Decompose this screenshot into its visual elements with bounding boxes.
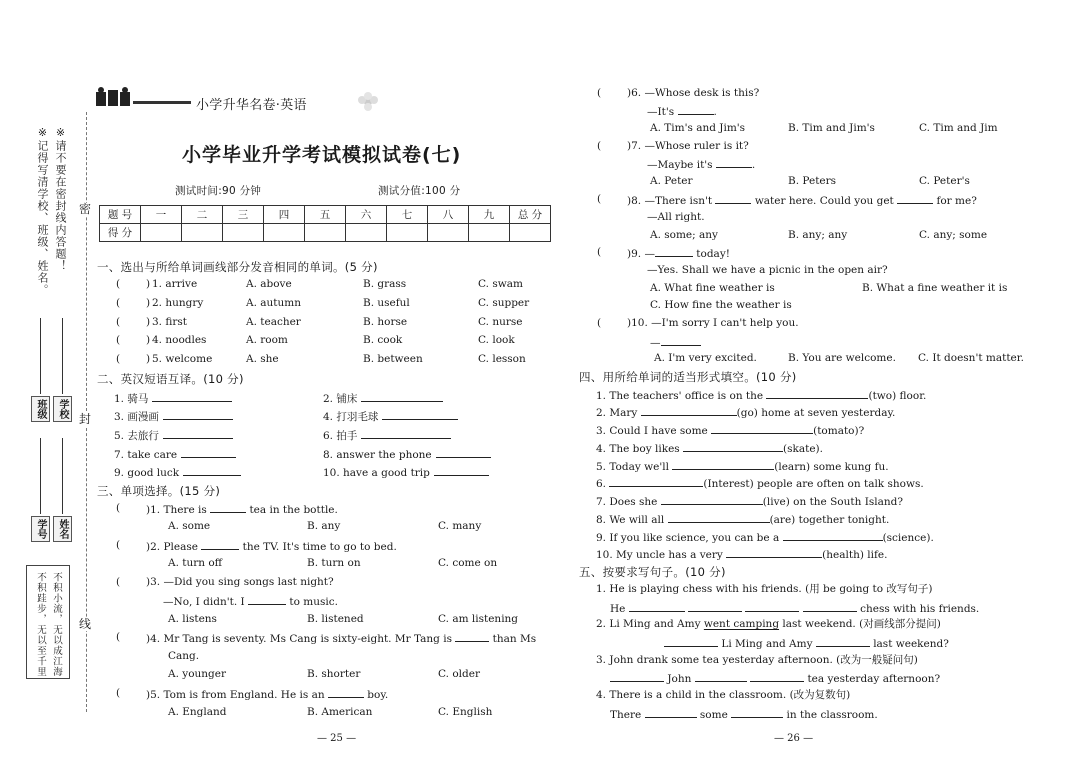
translate-item	[114, 447, 236, 462]
option-c[interactable]: C. English	[438, 706, 493, 718]
answer-paren[interactable]: (	[116, 334, 121, 346]
fill-hint: (learn) some kung fu.	[774, 461, 889, 473]
score-input-cell[interactable]	[469, 224, 510, 242]
stem-text: tea in the bottle.	[249, 504, 338, 516]
fill-hint: (health) life.	[822, 549, 888, 561]
stem-blank	[897, 193, 933, 204]
option-b[interactable]: B. shorter	[307, 668, 361, 680]
question-stem	[146, 631, 536, 646]
series-title: 小学升华名卷·英语	[196, 98, 307, 113]
score-input-cell[interactable]	[305, 224, 346, 242]
answer-paren[interactable]: (	[116, 576, 121, 588]
option-b[interactable]: B. cook	[363, 334, 403, 346]
score-input-cell[interactable]	[510, 224, 551, 242]
question-line2: —All right.	[647, 211, 705, 223]
option-b[interactable]: B. turn on	[307, 557, 361, 569]
option-c[interactable]: C. It doesn't matter.	[918, 352, 1024, 364]
stem-blank	[678, 104, 714, 115]
motto-col-1: 不积跬步，无以至千里	[35, 572, 46, 677]
question-stem	[146, 502, 338, 517]
option-b[interactable]: B. listened	[307, 613, 364, 625]
fill-blank[interactable]	[668, 512, 770, 523]
option-b[interactable]: B. Tim and Jim's	[788, 122, 875, 134]
fill-item	[596, 530, 934, 545]
option-a[interactable]: A. Tim's and Jim's	[650, 122, 746, 134]
stem-blank	[455, 631, 489, 642]
fill-text: 9. If you like science, you can be a	[596, 532, 780, 544]
fill-blank[interactable]	[783, 530, 883, 541]
answer-blank[interactable]	[750, 671, 804, 682]
seal-char-mi: 密	[79, 202, 92, 216]
question-line2	[650, 335, 701, 350]
answer-text: chess with his friends.	[860, 603, 980, 615]
stem-text: water here. Could you get	[754, 195, 894, 207]
translate-item	[323, 447, 491, 462]
stem-text: )8. —There isn't	[627, 195, 713, 207]
option-c[interactable]: C. How fine the weather is	[650, 299, 792, 311]
translate-prompt: 6. 拍手	[323, 430, 358, 442]
exam-title: 小学毕业升学考试模拟试卷(七)	[182, 144, 462, 166]
stem-blank	[716, 157, 752, 168]
option-c[interactable]: C. lesson	[478, 353, 526, 365]
question-stem	[146, 539, 397, 554]
answer-paren[interactable]: (	[597, 87, 602, 99]
rewrite-q1-answer	[610, 601, 979, 616]
question-word: 1. arrive	[152, 278, 198, 290]
fill-item	[596, 547, 887, 562]
stem-text: —It's	[647, 106, 675, 118]
fill-blank[interactable]	[641, 405, 737, 416]
option-a[interactable]: A. some	[168, 520, 211, 532]
translate-prompt: 1. 骑马	[114, 393, 149, 405]
option-a[interactable]: A. turn off	[168, 557, 223, 569]
option-a[interactable]: A. she	[246, 353, 279, 365]
fill-item	[596, 405, 895, 420]
answer-paren[interactable]: (	[116, 687, 121, 699]
option-a[interactable]: A. room	[246, 334, 288, 346]
stem-text: .	[751, 159, 756, 171]
rewrite-q4-answer	[610, 707, 878, 722]
answer-blank[interactable]	[183, 465, 241, 476]
option-c[interactable]: C. any; some	[919, 229, 988, 241]
fill-hint: (are) together tonight.	[769, 514, 890, 526]
answer-blank[interactable]	[361, 428, 451, 439]
question-number: )	[146, 353, 151, 365]
option-a[interactable]: A. What fine weather is	[650, 282, 775, 294]
fill-hint: (skate).	[783, 443, 823, 455]
translate-item	[114, 428, 233, 443]
question-stem: )10. —I'm sorry I can't help you.	[627, 317, 799, 329]
score-table	[99, 205, 551, 242]
stem-blank	[201, 539, 239, 550]
rewrite-q4-stem: 4. There is a child in the classroom. (改为复数句)	[596, 689, 851, 701]
fill-item	[596, 388, 926, 403]
question-number: )	[146, 278, 151, 290]
answer-blank[interactable]	[745, 601, 799, 612]
option-a[interactable]: A. listens	[168, 613, 217, 625]
section5-heading: 五、按要求写句子。(10 分)	[579, 565, 726, 579]
option-a[interactable]: A. Peter	[650, 175, 693, 187]
fill-hint: (tomato)?	[813, 425, 865, 437]
fill-item	[596, 423, 864, 438]
fill-text: 7. Does she	[596, 496, 658, 508]
option-b[interactable]: B. You are welcome.	[788, 352, 896, 364]
label-name: 姓名	[53, 516, 72, 542]
answer-blank[interactable]	[181, 447, 236, 458]
stem-text: )5. Tom is from England. He is an	[146, 689, 325, 701]
translate-item	[114, 391, 232, 406]
answer-text: in the classroom.	[786, 709, 878, 721]
fill-text: 8. We will all	[596, 514, 665, 526]
option-a[interactable]: A. autumn	[246, 297, 301, 309]
option-c[interactable]: C. nurse	[478, 316, 523, 328]
score-cell: 二	[182, 206, 223, 224]
option-c[interactable]: C. many	[438, 520, 482, 532]
answer-text: There	[610, 709, 642, 721]
answer-text: tea yesterday afternoon?	[807, 673, 941, 685]
option-b[interactable]: B. horse	[363, 316, 408, 328]
answer-blank[interactable]	[803, 601, 857, 612]
page-number-left: — 25 —	[317, 733, 357, 744]
rewrite-q1-stem: 1. He is playing chess with his friends. (用 be going to 改写句子)	[596, 583, 933, 595]
school-line	[62, 318, 63, 394]
stem-text: )4. Mr Tang is seventy. Ms Cang is sixty-eight. Mr Tang is	[146, 633, 452, 645]
score-table-header-row	[100, 206, 551, 224]
answer-paren[interactable]: (	[116, 316, 121, 328]
question-number: )	[146, 316, 151, 328]
exam-score-total: 测试分值:100 分	[378, 185, 461, 197]
motto-box	[26, 565, 70, 679]
fill-blank[interactable]	[683, 441, 783, 452]
fill-text: 3. Could I have some	[596, 425, 708, 437]
translate-prompt: 3. 画漫画	[114, 411, 159, 423]
translate-item	[114, 409, 233, 424]
question-word: 4. noodles	[152, 334, 207, 346]
fill-item	[596, 512, 889, 527]
question-line2: Cang.	[168, 650, 200, 662]
score-input-cell[interactable]	[428, 224, 469, 242]
stem-blank	[661, 335, 701, 346]
score-cell: 题 号	[100, 206, 141, 224]
rewrite-q3-stem: 3. John drank some tea yesterday afternoon. (改为一般疑问句)	[596, 654, 918, 666]
section3-heading: 三、单项选择。(15 分)	[97, 484, 221, 498]
translate-prompt: 7. take care	[114, 449, 178, 461]
fill-item	[596, 459, 889, 474]
answer-paren[interactable]: (	[597, 140, 602, 152]
answer-text: He	[610, 603, 626, 615]
page-number-right: — 26 —	[774, 733, 814, 744]
translate-item	[323, 465, 489, 480]
answer-paren[interactable]: (	[116, 297, 121, 309]
fill-hint: (go) home at seven yesterday.	[736, 407, 896, 419]
fill-item	[596, 494, 903, 509]
score-cell: 五	[305, 206, 346, 224]
score-table-score-row	[100, 224, 551, 242]
option-c[interactable]: C. Peter's	[919, 175, 970, 187]
seal-char-xian: 线	[79, 617, 92, 631]
answer-paren[interactable]: (	[116, 502, 121, 514]
answer-blank[interactable]	[163, 409, 233, 420]
option-b[interactable]: B. any; any	[788, 229, 848, 241]
translate-prompt: 10. have a good trip	[323, 467, 430, 479]
option-a[interactable]: A. younger	[168, 668, 226, 680]
question-word: 5. welcome	[152, 353, 213, 365]
question-word: 3. first	[152, 316, 187, 328]
answer-blank[interactable]	[816, 636, 870, 647]
fill-text: 5. Today we'll	[596, 461, 669, 473]
answer-text: last weekend?	[873, 638, 949, 650]
score-input-cell[interactable]	[264, 224, 305, 242]
fill-blank[interactable]	[711, 423, 813, 434]
score-cell: 三	[223, 206, 264, 224]
option-b[interactable]: B. grass	[363, 278, 407, 290]
score-cell: 总 分	[510, 206, 551, 224]
question-line2	[163, 594, 338, 609]
stem-blank	[655, 246, 693, 257]
translate-item	[323, 391, 443, 406]
exam-time: 测试时间:90 分钟	[175, 185, 262, 197]
rewrite-q3-answer	[610, 671, 940, 686]
answer-blank[interactable]	[163, 428, 233, 439]
answer-text: some	[699, 709, 728, 721]
option-c[interactable]: C. supper	[478, 297, 530, 309]
fill-item	[596, 441, 823, 456]
rewrite-q2-stem	[596, 618, 941, 631]
fill-item	[596, 476, 924, 491]
option-c[interactable]: C. look	[478, 334, 515, 346]
answer-text: Li Ming and Amy	[721, 638, 813, 650]
fill-hint: (live) on the South Island?	[762, 496, 903, 508]
fill-blank[interactable]	[609, 476, 703, 487]
section4-heading: 四、用所给单词的适当形式填空。(10 分)	[579, 370, 797, 384]
option-c[interactable]: C. come on	[438, 557, 498, 569]
score-cell: 八	[428, 206, 469, 224]
option-c[interactable]: C. swam	[478, 278, 523, 290]
stem-text: the TV. It's time to go to bed.	[242, 541, 397, 553]
question-stem: )6. —Whose desk is this?	[627, 87, 760, 99]
stem-text: for me?	[936, 195, 977, 207]
score-cell: 得 分	[100, 224, 141, 242]
score-cell: 四	[264, 206, 305, 224]
translate-item	[323, 428, 451, 443]
stem-text: 2. Li Ming and Amy	[596, 618, 701, 630]
translate-item	[114, 465, 241, 480]
stem-blank	[248, 594, 286, 605]
score-input-cell[interactable]	[141, 224, 182, 242]
stem-text: than Ms	[492, 633, 537, 645]
option-a[interactable]: A. I'm very excited.	[654, 352, 757, 364]
answer-blank[interactable]	[434, 465, 489, 476]
answer-blank[interactable]	[629, 601, 685, 612]
answer-blank[interactable]	[645, 707, 697, 718]
label-school: 学校	[53, 396, 72, 422]
question-line2: —Yes. Shall we have a picnic in the open air?	[647, 264, 888, 276]
motto-col-2: 不积小流，无以成江海	[51, 572, 62, 677]
option-b[interactable]: B. any	[307, 520, 341, 532]
score-input-cell[interactable]	[182, 224, 223, 242]
fill-text: 1. The teachers' office is on the	[596, 390, 764, 402]
fill-blank[interactable]	[766, 388, 868, 399]
fill-blank[interactable]	[661, 494, 763, 505]
question-stem	[627, 246, 730, 261]
stem-text: boy.	[367, 689, 389, 701]
score-cell: 六	[346, 206, 387, 224]
stem-blank	[328, 687, 364, 698]
answer-paren[interactable]: (	[597, 193, 602, 205]
answer-paren[interactable]: (	[116, 278, 121, 290]
name-line	[62, 438, 63, 514]
option-b[interactable]: B. between	[363, 353, 423, 365]
rewrite-q2-answer	[664, 636, 949, 651]
stem-text: )9. —	[627, 248, 655, 260]
score-input-cell[interactable]	[387, 224, 428, 242]
fill-text: 4. The boy likes	[596, 443, 680, 455]
translate-prompt: 2. 铺床	[323, 393, 358, 405]
stem-text: —Maybe it's	[647, 159, 713, 171]
stem-text: )1. There is	[146, 504, 207, 516]
option-c[interactable]: C. am listening	[438, 613, 519, 625]
answer-paren[interactable]: (	[116, 631, 121, 643]
stem-text: .	[713, 106, 717, 118]
option-b[interactable]: B. American	[307, 706, 373, 718]
fill-blank[interactable]	[726, 547, 822, 558]
stem-text: to music.	[289, 596, 338, 608]
option-c[interactable]: C. Tim and Jim	[919, 122, 998, 134]
question-stem: )7. —Whose ruler is it?	[627, 140, 749, 152]
underlined-phrase: went camping	[703, 618, 780, 630]
fill-hint: (Interest) people are often on talk shows.	[703, 478, 924, 490]
fill-text: 6.	[596, 478, 607, 490]
option-a[interactable]: A. above	[246, 278, 292, 290]
score-cell: 七	[387, 206, 428, 224]
stem-blank	[210, 502, 246, 513]
answer-blank[interactable]	[382, 409, 458, 420]
student-id-line	[40, 438, 41, 514]
fill-blank[interactable]	[672, 459, 774, 470]
translate-prompt: 5. 去旅行	[114, 430, 159, 442]
question-number: )	[146, 297, 151, 309]
answer-blank[interactable]	[610, 671, 664, 682]
answer-blank[interactable]	[436, 447, 491, 458]
answer-paren[interactable]: (	[597, 246, 602, 258]
option-a[interactable]: A. some; any	[650, 229, 718, 241]
fill-text: 10. My uncle has a very	[596, 549, 723, 561]
translate-prompt: 4. 打羽毛球	[323, 411, 379, 423]
class-line	[40, 318, 41, 394]
option-c[interactable]: C. older	[438, 668, 480, 680]
option-b[interactable]: B. What a fine weather it is	[862, 282, 1008, 294]
header-rule	[133, 101, 191, 104]
question-stem: )3. —Did you sing songs last night?	[146, 576, 334, 588]
option-b[interactable]: B. useful	[363, 297, 410, 309]
answer-paren[interactable]: (	[116, 539, 121, 551]
answer-blank[interactable]	[731, 707, 783, 718]
stem-text: —No, I didn't. I	[163, 596, 245, 608]
answer-blank[interactable]	[695, 671, 747, 682]
section2-heading: 二、英汉短语互译。(10 分)	[97, 372, 244, 386]
option-b[interactable]: B. Peters	[788, 175, 837, 187]
question-stem	[627, 193, 977, 208]
note-do-not-answer-in-seal: ※请不要在密封线内答题！	[54, 126, 67, 272]
fill-hint: (two) floor.	[868, 390, 927, 402]
translate-prompt: 8. answer the phone	[323, 449, 432, 461]
score-input-cell[interactable]	[223, 224, 264, 242]
stem-text: last weekend. (对画线部分提问)	[782, 618, 941, 630]
answer-blank[interactable]	[688, 601, 742, 612]
note-write-school-class-name: ※记得写清学校、班级、姓名。	[36, 126, 49, 296]
score-cell: 九	[469, 206, 510, 224]
option-a[interactable]: A. teacher	[246, 316, 301, 328]
answer-text: John	[667, 673, 692, 685]
question-line2	[647, 104, 717, 119]
stem-text: )2. Please	[146, 541, 198, 553]
translate-item	[323, 409, 458, 424]
fill-hint: (science).	[882, 532, 934, 544]
question-number: )	[146, 334, 151, 346]
book-logo-icon	[94, 86, 134, 112]
answer-paren[interactable]: (	[116, 353, 121, 365]
stem-text: —	[650, 337, 661, 349]
seal-char-feng: 封	[79, 412, 92, 426]
section1-heading: 一、选出与所给单词画线部分发音相同的单词。(5 分)	[97, 260, 378, 274]
label-class: 班级	[31, 396, 50, 422]
flower-icon	[355, 92, 381, 116]
score-input-cell[interactable]	[346, 224, 387, 242]
answer-blank[interactable]	[361, 391, 443, 402]
stem-blank	[715, 193, 751, 204]
answer-paren[interactable]: (	[597, 317, 602, 329]
question-stem	[146, 687, 388, 702]
answer-blank[interactable]	[664, 636, 718, 647]
fill-text: 2. Mary	[596, 407, 638, 419]
question-line2	[647, 157, 755, 172]
label-student-id: 学号	[31, 516, 50, 542]
answer-blank[interactable]	[152, 391, 232, 402]
option-a[interactable]: A. England	[168, 706, 227, 718]
stem-text: today!	[696, 248, 730, 260]
question-word: 2. hungry	[152, 297, 204, 309]
translate-prompt: 9. good luck	[114, 467, 180, 479]
score-cell: 一	[141, 206, 182, 224]
